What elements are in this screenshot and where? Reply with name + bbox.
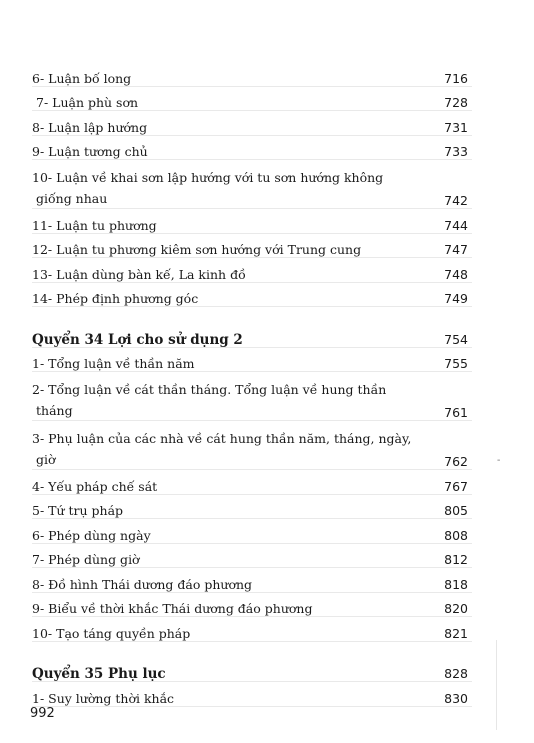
toc-entry-title-line2: tháng: [36, 403, 73, 418]
toc-entry-title: 5- Tứ trụ pháp: [32, 503, 124, 518]
toc-entry-title: [32, 167, 428, 209]
toc-entry-title: 9- Luận tương chủ: [32, 144, 148, 159]
toc-entry-title: 6- Phép dùng ngày: [32, 527, 151, 543]
toc-entry-title-line2: giờ: [36, 452, 56, 467]
toc-entry: [32, 160, 468, 209]
toc-entry: [32, 348, 468, 373]
toc-entry: [32, 372, 468, 421]
toc-entry-page: 805: [444, 503, 468, 518]
page-edge-line: [496, 640, 497, 730]
toc-entry: [32, 136, 468, 161]
toc-entry-title: 7- Phép dùng giờ: [32, 552, 140, 567]
toc-entry: [32, 470, 468, 495]
table-of-contents: [32, 62, 468, 707]
toc-entry: [32, 495, 468, 520]
toc-entry: [32, 258, 468, 283]
toc-entry-page: 761: [444, 405, 468, 420]
toc-entry-page: 748: [444, 266, 468, 282]
section-heading-page: 754: [444, 331, 468, 347]
toc-entry: [32, 682, 468, 707]
toc-entry-title-line2: giống nhau: [36, 191, 108, 206]
toc-entry-title: 11- Luận tu phương: [32, 217, 157, 233]
toc-entry-title-line1: 2- Tổng luận về cát thần tháng. Tổng luận về hung thần: [32, 382, 387, 397]
toc-entry-page: 830: [444, 690, 468, 706]
toc-entry-page: 747: [444, 242, 468, 257]
section-heading-title: Quyển 35 Phụ lục: [32, 666, 166, 682]
toc-entry: [32, 234, 468, 259]
margin-mark: -: [497, 455, 501, 466]
toc-entry: [32, 87, 468, 112]
toc-entry-title: 8- Luận lập hướng: [32, 119, 148, 135]
toc-entry-title: 1- Tổng luận về thần năm: [32, 356, 195, 371]
toc-entry-page: 820: [444, 601, 468, 616]
toc-entry-title: 9- Biểu về thời khắc Thái dương đáo phương: [32, 601, 313, 616]
toc-entry: [32, 283, 468, 308]
toc-entry-title: [32, 379, 428, 421]
toc-entry: [32, 544, 468, 569]
toc-entry-page: 733: [444, 144, 468, 159]
toc-entry: [32, 519, 468, 544]
toc-entry-page: 767: [444, 478, 468, 494]
toc-entry-title: 14- Phép định phương góc: [32, 291, 199, 306]
toc-entry-title: 4- Yếu pháp chế sát: [32, 478, 158, 494]
toc-entry: [32, 617, 468, 642]
toc-entry-title: 6- Luận bố long: [32, 70, 132, 86]
toc-entry: [32, 593, 468, 618]
toc-entry-page: 762: [444, 454, 468, 469]
toc-entry-page: 744: [444, 217, 468, 233]
toc-entry: [32, 62, 468, 87]
toc-entry-title: 1- Suy lường thời khắc: [32, 690, 175, 706]
page-number: 992: [30, 706, 55, 721]
toc-entry-page: 731: [444, 119, 468, 135]
toc-entry-title: 7- Luận phù sơn: [36, 95, 139, 110]
toc-entry-title: 8- Đồ hình Thái dương đáo phương: [32, 576, 253, 592]
toc-entry-title-line1: 3- Phụ luận của các nhà về cát hung thần năm, tháng, ngày,: [32, 431, 412, 446]
toc-entry-page: 812: [444, 552, 468, 567]
toc-entry-page: 808: [444, 527, 468, 543]
section-heading-34: [32, 323, 468, 348]
toc-entry-title: 10- Tạo táng quyền pháp: [32, 625, 191, 641]
toc-entry: [32, 421, 468, 470]
toc-entry: [32, 568, 468, 593]
toc-entry: [32, 209, 468, 234]
toc-entry-title: 13- Luận dùng bàn kế, La kinh đồ: [32, 266, 246, 282]
toc-entry-page: 728: [444, 95, 468, 110]
section-heading-35: [32, 658, 468, 683]
section-heading-title: Quyển 34 Lợi cho sử dụng 2: [32, 331, 243, 348]
toc-entry: [32, 111, 468, 136]
toc-entry-page: 755: [444, 356, 468, 371]
toc-entry-title-line1: 10- Luận về khai sơn lập hướng với tu sơn hướng không: [32, 170, 384, 185]
toc-entry-page: 742: [444, 193, 468, 208]
toc-entry-page: 749: [444, 291, 468, 306]
toc-entry-title: [32, 428, 428, 470]
toc-entry-page: 821: [444, 625, 468, 641]
section-heading-page: 828: [444, 666, 468, 681]
toc-entry-page: 818: [444, 576, 468, 592]
toc-entry-page: 716: [444, 70, 468, 86]
toc-entry-title: 12- Luận tu phương kiêm sơn hướng với Trung cung: [32, 242, 362, 257]
